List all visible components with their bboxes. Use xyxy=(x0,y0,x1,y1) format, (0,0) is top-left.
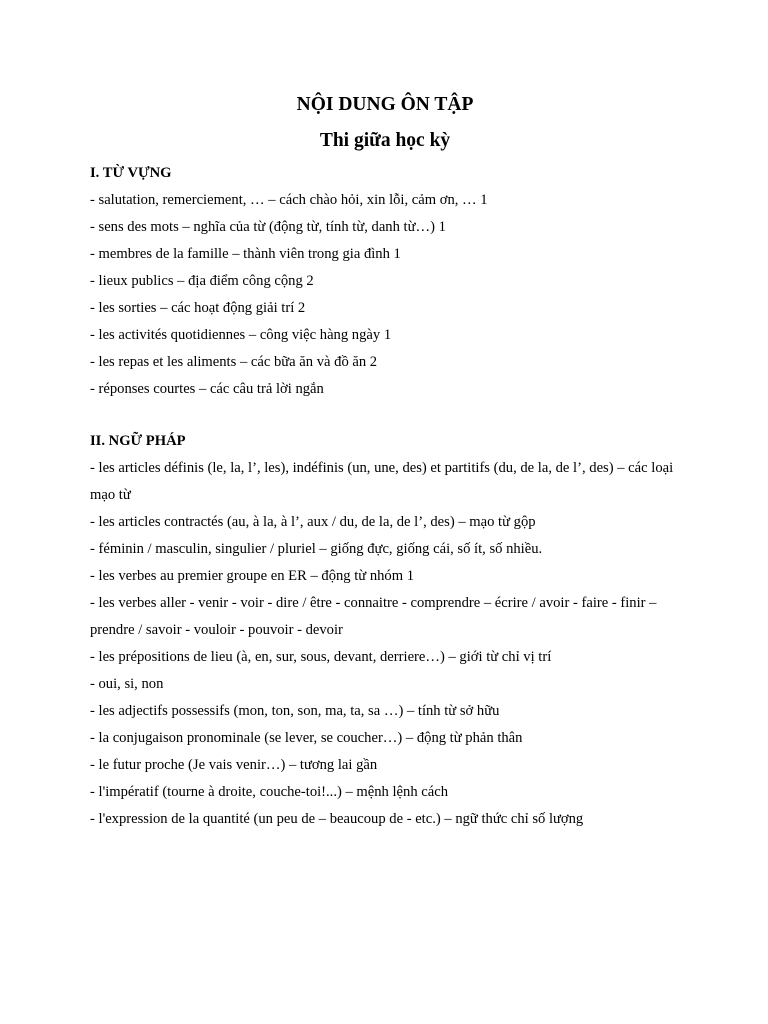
list-item: - les verbes aller - venir - voir - dire / être - connaitre - comprendre – écrire / avoir - faire - finir – prendre / savoir - vouloir - pouvoir - devoir xyxy=(90,595,657,638)
section-heading: I. TỪ VỰNG xyxy=(90,165,172,181)
list-item: - l'expression de la quantité (un peu de – beaucoup de - etc.) – ngữ thức chỉ số lượng xyxy=(90,811,584,827)
list-item: - réponses courtes – các câu trả lời ngắn xyxy=(90,381,324,397)
list-item: - les verbes au premier groupe en ER – động từ nhóm 1 xyxy=(90,568,415,584)
list-item: - les repas et les aliments – các bữa ăn và đồ ăn 2 xyxy=(90,354,378,370)
list-item: - sens des mots – nghĩa của từ (động từ, tính từ, danh từ…) 1 xyxy=(90,219,446,235)
list-item: - la conjugaison pronominale (se lever, se coucher…) – động từ phản thân xyxy=(90,730,523,746)
list-item: - féminin / masculin, singulier / pluriel – giống đực, giống cái, số ít, số nhiều. xyxy=(90,541,543,557)
list-item: - les activités quotidiennes – công việc hàng ngày 1 xyxy=(90,327,392,343)
section-grammar xyxy=(90,428,680,833)
list-item: - les articles définis (le, la, l’, les), indéfinis (un, une, des) et partitifs (du, de la, de l’, des) – các loại mạo từ xyxy=(90,460,674,503)
list-item: - les prépositions de lieu (à, en, sur, sous, devant, derriere…) – giới từ chỉ vị trí xyxy=(90,649,552,665)
list-item: - le futur proche (Je vais venir…) – tương lai gần xyxy=(90,757,378,773)
list-item: - oui, si, non xyxy=(90,676,164,692)
list-item: - les articles contractés (au, à la, à l’, aux / du, de la, de l’, des) – mạo từ gộp xyxy=(90,514,536,530)
vocabulary-list xyxy=(90,187,680,403)
list-item: - lieux publics – địa điểm công cộng 2 xyxy=(90,273,314,289)
list-item: - les adjectifs possessifs (mon, ton, son, ma, ta, sa …) – tính từ sở hữu xyxy=(90,703,500,719)
list-item: - les sorties – các hoạt động giải trí 2 xyxy=(90,300,306,316)
list-item: - l'impératif (tourne à droite, couche-toi!...) – mệnh lệnh cách xyxy=(90,784,449,800)
list-item: - membres de la famille – thành viên trong gia đình 1 xyxy=(90,246,401,262)
grammar-list xyxy=(90,455,680,833)
list-item: - salutation, remerciement, … – cách chào hỏi, xin lỗi, cảm ơn, … 1 xyxy=(90,192,488,208)
section-vocabulary xyxy=(90,160,680,403)
section-heading: II. NGỮ PHÁP xyxy=(90,433,186,449)
document-subtitle: Thi giữa học kỳ xyxy=(319,130,451,151)
section-spacer xyxy=(90,403,680,428)
document-title: NỘI DUNG ÔN TẬP xyxy=(296,94,474,115)
